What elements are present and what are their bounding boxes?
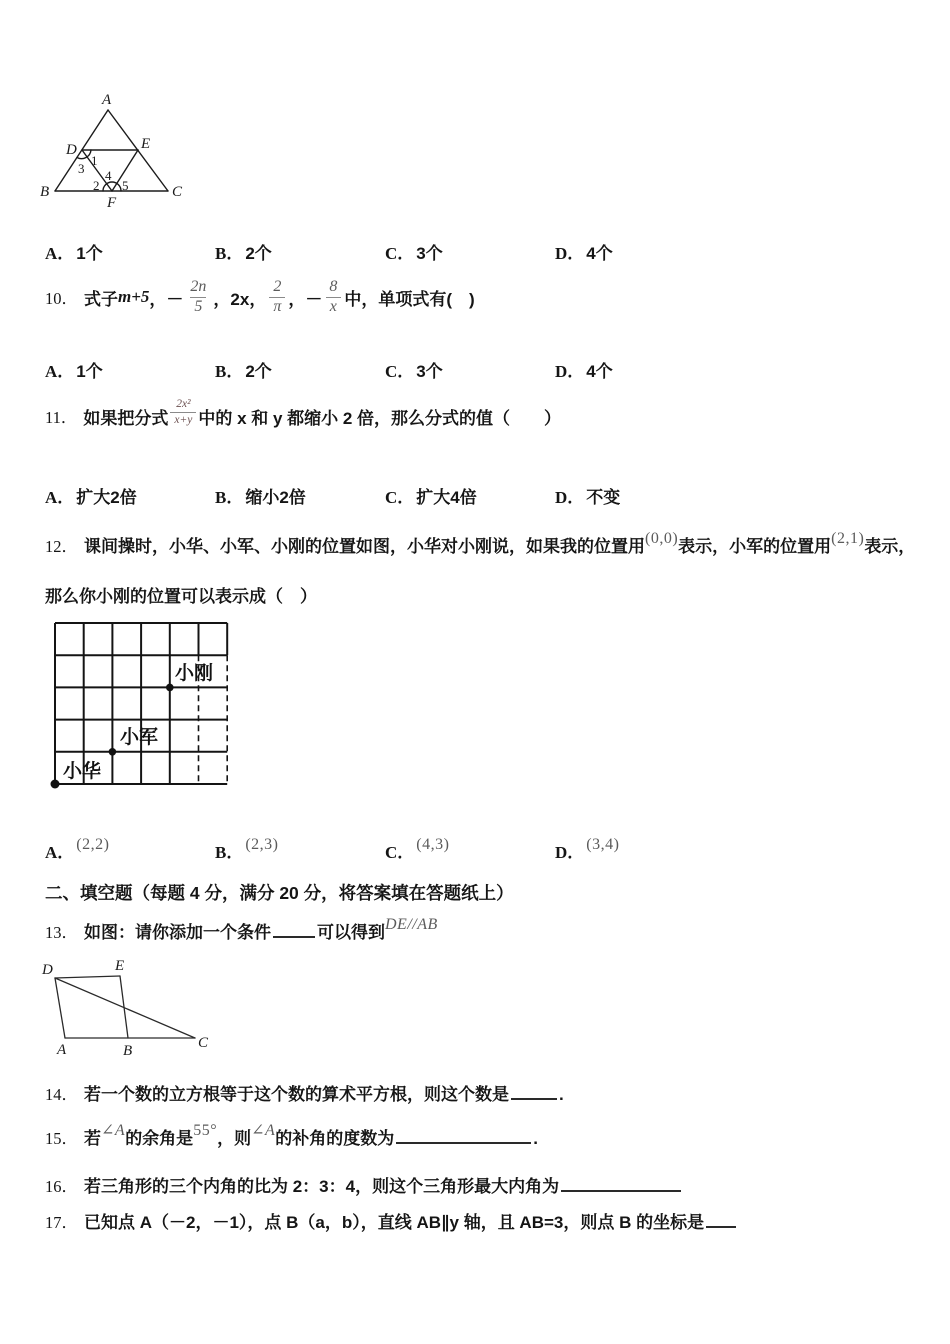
vertex-label-a: A	[57, 1042, 67, 1058]
option-letter: C．	[385, 488, 415, 507]
q12-text-4: 那么你小刚的位置可以表示成（ ）	[45, 587, 317, 606]
q10-text-1: 式子	[84, 289, 118, 309]
question-number: 16．	[45, 1177, 78, 1196]
q13-math-de-ab: DE//AB	[385, 916, 438, 933]
option-letter: C．	[385, 244, 415, 263]
dot-xiaojun	[109, 748, 117, 756]
q9-option-d	[555, 239, 613, 264]
q10-text-2: ，2x，	[213, 289, 267, 309]
option-text: 扩大2倍	[76, 488, 137, 507]
q11-option-b	[215, 483, 306, 508]
option-letter: A．	[45, 362, 75, 381]
q10-fraction-2n-5	[186, 279, 210, 316]
vertex-label-f: F	[107, 195, 117, 211]
option-letter: A．	[45, 843, 75, 862]
question-number: 12．	[45, 537, 78, 556]
angle-label-3: 3	[78, 161, 85, 176]
vertex-label-b: B	[123, 1043, 133, 1059]
option-letter: A．	[45, 488, 75, 507]
question-17	[45, 1208, 738, 1233]
option-letter: D．	[555, 362, 585, 381]
fraction-denominator: x	[326, 297, 341, 316]
option-value: (2,3)	[245, 836, 279, 853]
fraction-numerator: 2	[273, 277, 282, 295]
q12-text-3: 表示，	[864, 537, 916, 556]
option-text: 2个	[245, 362, 272, 381]
q14-period: .	[559, 1085, 564, 1104]
q15-angle-a-1: ∠A	[101, 1122, 126, 1139]
fraction-numerator: 2x²	[176, 398, 191, 411]
option-value: (2,2)	[76, 836, 110, 853]
q13-text-2: 可以得到	[317, 923, 385, 942]
option-text: 2个	[245, 244, 272, 263]
option-letter: D．	[555, 244, 585, 263]
q10-option-c	[385, 357, 443, 382]
q9-option-b	[215, 239, 272, 264]
grid-label-xiaogang: 小刚	[175, 663, 214, 684]
q16-text-1: 若三角形的三个内角的比为 2：3：4，则这个三角形最大内角为	[84, 1177, 560, 1196]
option-text: 缩小2倍	[245, 488, 306, 507]
grid-label-xiaohua: 小华	[63, 761, 102, 782]
q10-comma-minus: ，－	[149, 289, 184, 309]
q17-answer-blank	[706, 1212, 736, 1228]
option-value: (4,3)	[416, 836, 450, 853]
question-16	[45, 1172, 683, 1197]
q11-option-d	[555, 483, 620, 508]
option-letter: A．	[45, 244, 75, 263]
vertex-label-d: D	[42, 962, 53, 978]
option-text: 1个	[76, 362, 103, 381]
question-number: 15．	[45, 1129, 78, 1148]
option-text: 4个	[586, 362, 613, 381]
q11-option-c	[385, 483, 477, 508]
question-10	[45, 270, 475, 324]
dot-xiaohua	[51, 780, 60, 789]
question-number: 11．	[45, 408, 78, 427]
question-number: 17．	[45, 1213, 78, 1232]
q12-option-a	[45, 838, 109, 863]
fraction-denominator: x+y	[170, 412, 196, 426]
question-number: 10．	[45, 289, 78, 308]
q14-answer-blank	[511, 1084, 557, 1100]
option-text: 4个	[586, 244, 613, 263]
option-letter: B．	[215, 244, 244, 263]
figure-triangle-def	[38, 88, 218, 216]
q11-fraction	[170, 398, 196, 425]
q12-option-c	[385, 838, 449, 863]
figure-parallelogram-debc	[12, 950, 217, 1060]
figure-position-grid	[50, 615, 242, 795]
option-text: 扩大4倍	[416, 488, 477, 507]
vertex-label-d: D	[66, 142, 77, 158]
fraction-numerator: 8	[329, 277, 338, 295]
option-letter: D．	[555, 488, 585, 507]
question-11	[45, 398, 561, 434]
q9-option-c	[385, 239, 443, 264]
question-12-line2	[45, 582, 317, 607]
question-number: 14．	[45, 1085, 78, 1104]
q12-text-2: 表示，小军的位置用	[678, 537, 832, 556]
option-letter: B．	[215, 362, 244, 381]
vertex-label-b: B	[40, 184, 50, 200]
q12-option-d	[555, 838, 619, 863]
vertex-label-e: E	[141, 136, 151, 152]
q12-coord-origin: (0,0)	[645, 530, 679, 547]
q15-answer-blank	[396, 1128, 531, 1144]
q15-text-2: 的余角是	[125, 1129, 194, 1148]
q15-text-4: 的补角的度数为	[275, 1129, 395, 1148]
fraction-numerator: 2n	[190, 277, 207, 295]
q12-text-1: 课间操时，小华、小军、小刚的位置如图，小华对小刚说，如果我的位置用	[84, 537, 645, 556]
vertex-label-c: C	[172, 184, 183, 200]
q14-text-1: 若一个数的立方根等于这个数的算术平方根，则这个数是	[84, 1085, 509, 1104]
grid-label-xiaojun: 小军	[120, 727, 159, 748]
section-2-heading: 二、填空题（每题 4 分，满分 20 分，将答案填在答题纸上）	[45, 883, 514, 903]
q13-text-1: 如图：请你添加一个条件	[84, 923, 271, 942]
angle-label-1: 1	[91, 153, 98, 168]
q12-coord-xiaojun: (2,1)	[831, 530, 865, 547]
q10-fraction-2-pi	[269, 279, 285, 316]
q16-answer-blank	[561, 1176, 681, 1192]
q11-text-1: 如果把分式	[83, 408, 169, 428]
vertex-label-c: C	[198, 1035, 209, 1051]
option-text: 3个	[416, 244, 443, 263]
option-text: 3个	[416, 362, 443, 381]
q10-term-m5: m+5	[118, 287, 150, 306]
question-15	[45, 1124, 538, 1149]
question-12-line1	[45, 532, 915, 557]
dot-xiaogang	[166, 684, 174, 692]
question-number: 13．	[45, 923, 78, 942]
option-letter: B．	[215, 488, 244, 507]
option-letter: B．	[215, 843, 244, 862]
question-13	[45, 918, 438, 943]
q11-option-a	[45, 483, 137, 508]
option-value: (3,4)	[586, 836, 620, 853]
q10-option-a	[45, 357, 103, 382]
angle-label-5: 5	[122, 178, 129, 193]
q15-text-3: ，则	[217, 1129, 252, 1148]
q15-text-1: 若	[84, 1129, 101, 1148]
q15-degree-value: 55°	[193, 1122, 218, 1139]
question-14	[45, 1080, 564, 1105]
option-letter: C．	[385, 843, 415, 862]
q10-option-d	[555, 357, 613, 382]
q10-text-4: 中，单项式有( )	[344, 289, 475, 309]
q11-text-2: 中的 x 和 y 都缩小 2 倍，那么分式的值（ ）	[198, 408, 562, 428]
q10-fraction-8-x	[325, 279, 341, 316]
option-text: 1个	[76, 244, 103, 263]
vertex-label-a: A	[102, 92, 112, 108]
q13-answer-blank	[273, 922, 315, 938]
angle-label-4: 4	[105, 168, 112, 183]
angle-label-2: 2	[93, 178, 100, 193]
q15-angle-a-2: ∠A	[251, 1122, 276, 1139]
option-letter: C．	[385, 362, 415, 381]
option-text: 不变	[586, 488, 621, 507]
q15-period: .	[533, 1129, 539, 1148]
q10-option-b	[215, 357, 272, 382]
option-letter: D．	[555, 843, 585, 862]
q9-option-a	[45, 239, 103, 264]
q12-option-b	[215, 838, 279, 863]
vertex-label-e: E	[115, 958, 125, 974]
q17-text-1: 已知点 A（－2，－1），点 B（a，b），直线 AB∥y 轴，且 AB=3，则点 B 的坐标是	[84, 1213, 705, 1232]
fraction-denominator: 5	[190, 297, 206, 316]
q10-text-3: ，－	[288, 289, 323, 309]
fraction-denominator: π	[269, 297, 285, 316]
